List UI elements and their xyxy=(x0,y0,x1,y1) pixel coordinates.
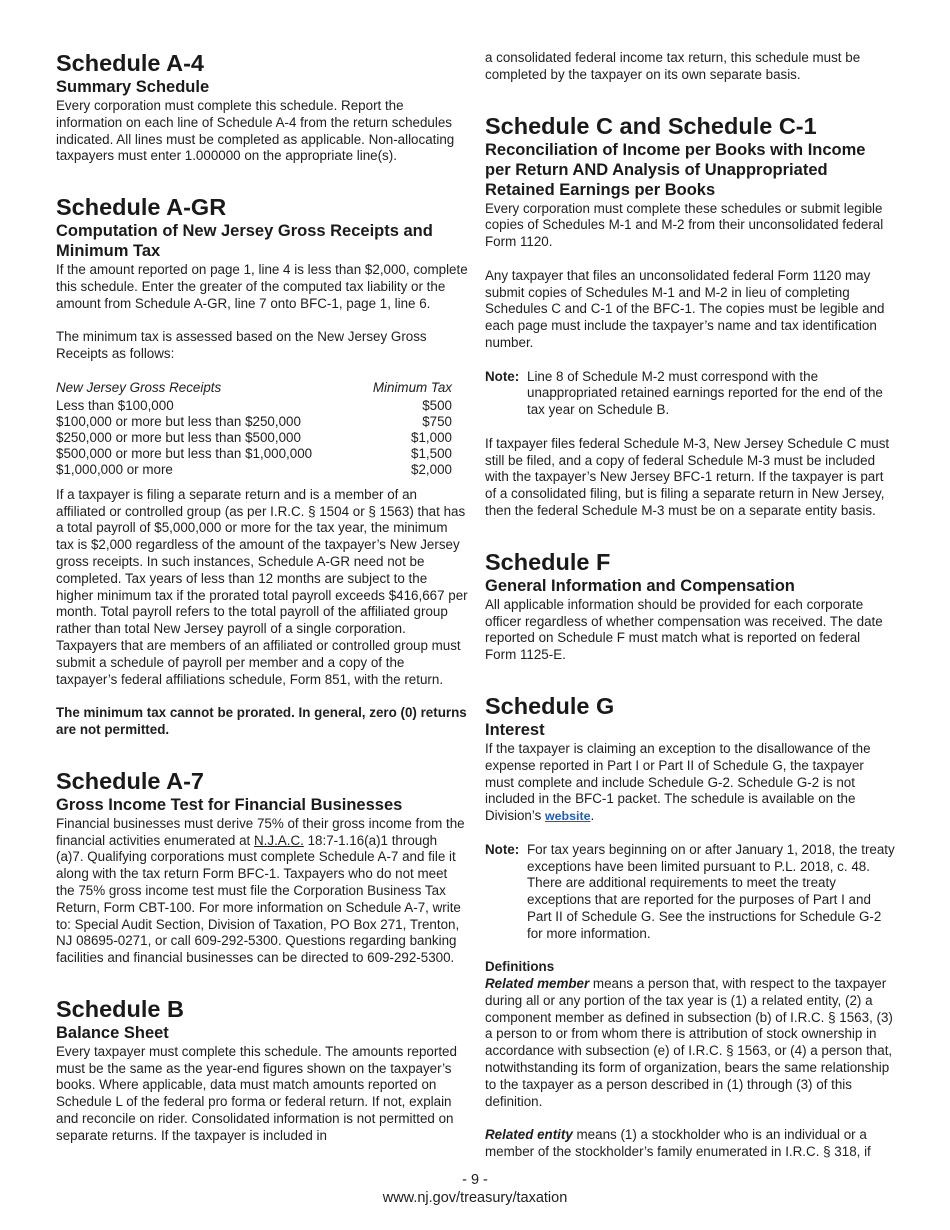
schedule-g-text: If the taxpayer is claiming an exception to the disallowance of the expense reported in Part I or Part II of Schedule G, the taxpayer must complete and include Schedule G-2. Schedule G-2 is not included in the BFC-1 packet. The schedule is available on the Division’s website. xyxy=(485,740,871,824)
schedule-agr-subtitle: Computation of New Jersey Gross Receipts and Minimum Tax xyxy=(56,222,433,261)
schedule-a7-subtitle: Gross Income Test for Financial Businesses xyxy=(56,795,403,814)
table-row: $1,000,000 or more $2,000 xyxy=(56,461,452,477)
related-entity-definition: Related entity means (1) a stockholder who is an individual or a member of the stockholder’s family enumerated in I.R.C. § 318, if xyxy=(485,1127,871,1160)
definitions-heading: Definitions xyxy=(485,959,555,975)
schedule-b-text: Every taxpayer must complete this schedule. The amounts reported must be the same as the year-end figures shown on the taxpayer’s books. Where applicable, data must match amounts reported on Schedule L of the federal pro forma or federal return. If not, explain and reconcile on rider. Consolidated information is not permitted on separate returns. If the taxpayer is included in xyxy=(56,1043,457,1143)
schedule-c-section xyxy=(485,113,895,520)
schedule-f-title: Schedule F xyxy=(485,548,611,575)
schedule-a4-subtitle: Summary Schedule xyxy=(56,78,210,96)
schedule-b-section xyxy=(56,996,468,1145)
schedule-a4-section xyxy=(56,50,468,165)
table-row: $100,000 or more but less than $250,000 $750 xyxy=(56,413,452,429)
schedule-f-subtitle: General Information and Compensation xyxy=(485,576,795,595)
footer-url: www.nj.gov/treasury/taxation xyxy=(382,1190,568,1206)
note-text: For tax years beginning on or after January 1, 2018, the treaty exceptions have been limited pursuant to P.L. 2018, c. 48. There are additional requirements to meet the treaty exceptions that are reported for the purposes of Part I and Part II of Schedule G. See the instructions for Schedule G-2 for more information. xyxy=(527,841,895,941)
schedule-c-text-3: If taxpayer files federal Schedule M-3, New Jersey Schedule C must still be filed, and a copy of federal Schedule M-3 must be included with the taxpayer’s New Jersey BFC-1 return. If the taxpayer is part of a consolidated filing, but is filing a separate return in New Jersey, then the federal Schedule M-3 must be on a separate entity basis. xyxy=(485,435,890,518)
note-label: Note: xyxy=(485,368,520,384)
schedule-a7-section xyxy=(56,768,468,967)
schedule-c-title: Schedule C and Schedule C-1 xyxy=(485,112,817,139)
schedule-f-section xyxy=(485,549,895,664)
schedule-c-note xyxy=(485,369,895,419)
schedule-c-subtitle: Reconciliation of Income per Books with Income per Return AND Analysis of Unappropriated Retained Earnings per Books xyxy=(485,140,866,199)
schedule-agr-text-1: If the amount reported on page 1, line 4 is less than $2,000, complete this schedule. Enter the greater of the computed tax liability or the amount from Schedule A-GR, line 7 onto BFC-1, page 1, line 6. xyxy=(56,262,468,311)
schedule-g-subtitle: Interest xyxy=(485,720,545,739)
table-row: $250,000 or more but less than $500,000 $1,000 xyxy=(56,429,452,445)
schedule-b-title: Schedule B xyxy=(56,995,184,1022)
schedule-a7-text: Financial businesses must derive 75% of their gross income from the financial activities enumerated at N.J.A.C. 18:7-1.16(a)1 through (a)7. Qualifying corporations must complete Schedule A-7 and file it along with the tax return Form BFC-1. Taxpayers who do not meet the 75% gross income test must file the Corporation Business Tax Return, Form CBT-100. For more information on Schedule A-7, write to: Special Audit Section, Division of Taxation, PO Box 271, Trenton, NJ 08695-0271, or call 609-292-5300. Questions regarding banking facilities and financial businesses can be directed to 609-292-5300. xyxy=(56,815,465,966)
schedule-f-text: All applicable information should be provided for each corporate officer regardless of whether compensation was received. The date reported on Schedule F must match what is reported on federal Form 1125-E. xyxy=(485,596,883,663)
note-text: Line 8 of Schedule M-2 must correspond with the unappropriated retained earnings reported for the end of the tax year on Schedule B. xyxy=(527,368,883,418)
minimum-tax-table xyxy=(56,380,452,478)
schedule-b-subtitle: Balance Sheet xyxy=(56,1023,169,1042)
schedule-a7-title: Schedule A-7 xyxy=(56,767,204,794)
right-column xyxy=(485,50,895,1161)
table-row: $500,000 or more but less than $1,000,000 $1,500 xyxy=(56,445,452,461)
schedule-g-note xyxy=(485,842,895,943)
left-column xyxy=(56,50,468,1145)
division-website-link[interactable]: website xyxy=(545,809,591,824)
schedule-g-section xyxy=(485,693,895,1161)
related-member-definition: Related member means a person that, with respect to the taxpayer during all or any portion of the tax year is (1) a related entity, (2) a component member as defined in subsection (b) of I.R.C. § 1563, (3) a person to or from whom there is attribution of stock ownership in accordance with subsection (e) of I.R.C. § 1563, or (4) a person that, notwithstanding its form of organization, bears the same relationship to the taxpayer as a person described in (1) through (3) of this definition. xyxy=(485,976,893,1109)
schedule-agr-title: Schedule A-GR xyxy=(56,194,227,221)
page-number: - 9 - xyxy=(462,1172,488,1188)
schedule-g-title: Schedule G xyxy=(485,692,615,719)
schedule-agr-bold-note: The minimum tax cannot be prorated. In general, zero (0) returns are not permitted. xyxy=(56,705,467,737)
schedule-agr-text-2: The minimum tax is assessed based on the New Jersey Gross Receipts as follows: xyxy=(56,329,427,362)
schedule-c-text-1: Every corporation must complete these schedules or submit legible copies of Schedules M-1 and M-2 from their unconsolidated federal Form 1120. xyxy=(485,200,884,250)
table-row: Less than $100,000 $500 xyxy=(56,397,452,413)
schedule-agr-section xyxy=(56,194,468,739)
schedule-b-continued-text: a consolidated federal income tax return, this schedule must be completed by the taxpayer on its own separate basis. xyxy=(485,50,861,82)
schedule-a4-text: Every corporation must complete this schedule. Report the information on each line of Schedule A-4 from the return schedules indicated. All lines must be completed as applicable. Non-allocating taxpayers must enter 1.000000 on the appropriate line(s). xyxy=(56,98,455,164)
table-header-gross-receipts: New Jersey Gross Receipts xyxy=(56,379,222,395)
schedule-a4-title: Schedule A-4 xyxy=(56,50,204,76)
schedule-c-text-2: Any taxpayer that files an unconsolidated federal Form 1120 may submit copies of Schedules M-1 and M-2 in lieu of completing Schedules C and C-1 of the BFC-1. The copies must be legible and each page must include the taxpayer’s name and tax identification number. xyxy=(485,267,885,350)
schedule-agr-text-3: If a taxpayer is filing a separate return and is a member of an affiliated or controlled group (as per I.R.C. § 1504 or § 1563) that has a total payroll of $5,000,000 or more for the tax year, the minimum tax is $2,000 regardless of the amount of the taxpayer’s New Jersey gross receipts. In such instances, Schedule A-GR need not be completed. Tax years of less than 12 months are subject to the higher minimum tax if the prorated total payroll exceeds $416,667 per month. Total payroll refers to the total payroll of the affiliated group rather than total New Jersey payroll of a single corporation. Taxpayers that are members of an affiliated or controlled group must submit a schedule of payroll per member and a copy of the taxpayer’s federal affiliations schedule, Form 851, with the return. xyxy=(56,486,468,687)
note-label: Note: xyxy=(485,841,520,857)
table-header-minimum-tax: Minimum Tax xyxy=(372,379,452,395)
njac-link[interactable]: N.J.A.C. xyxy=(254,832,304,848)
